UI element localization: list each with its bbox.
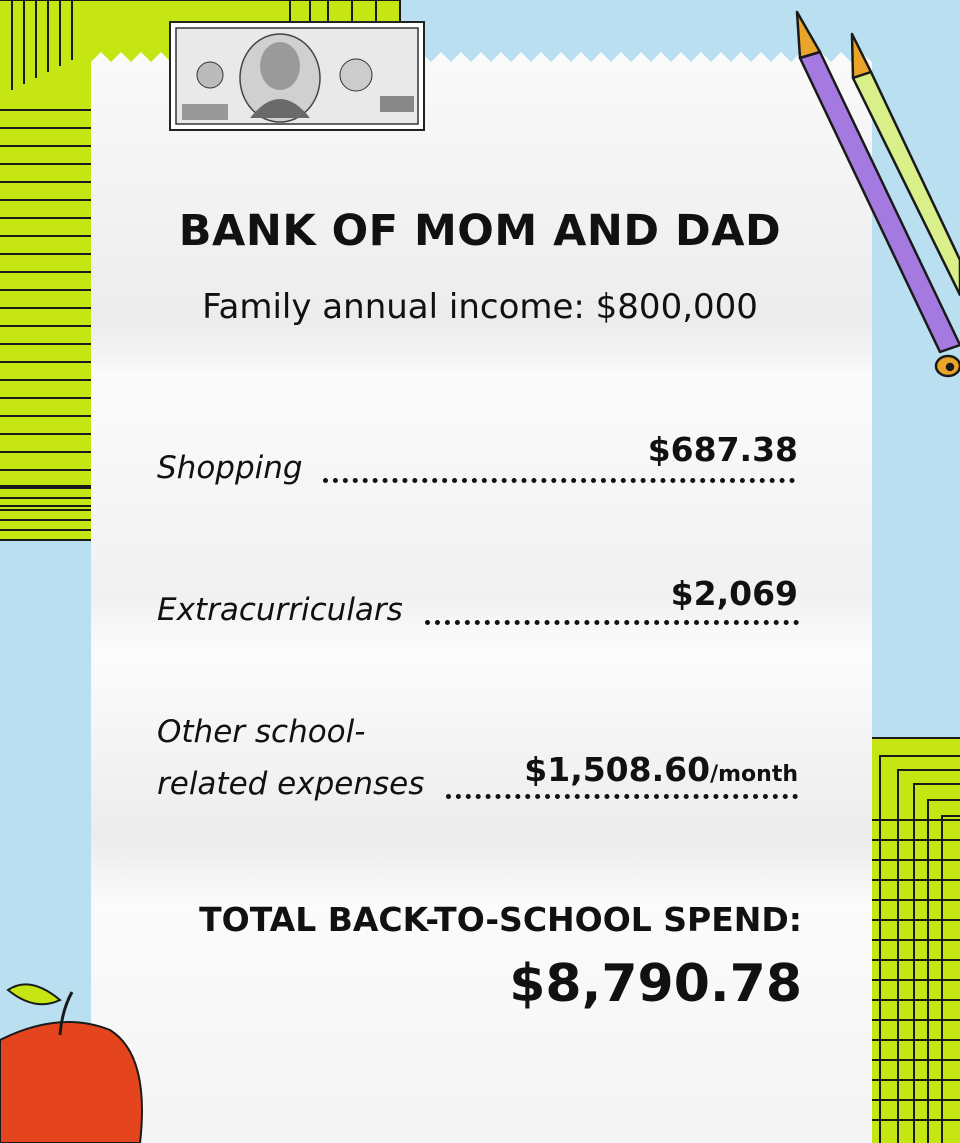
dotted-leader	[323, 478, 795, 483]
item-amount-other	[524, 750, 798, 789]
banknote-icon	[170, 22, 424, 130]
total-value: $8,790.78	[509, 954, 802, 1014]
item-label-other-line2: related expenses	[157, 766, 425, 802]
family-income: Family annual income: $800,000	[202, 287, 758, 327]
item-amount-extracurriculars: $2,069	[670, 574, 798, 613]
page-title: BANK OF MOM AND DAD	[178, 206, 782, 256]
dotted-leader	[425, 620, 799, 625]
dotted-leader	[446, 794, 798, 799]
item-label-shopping: Shopping	[157, 450, 303, 486]
item-amount-other-value: $1,508.60	[524, 750, 711, 789]
item-label-other-line1: Other school-	[157, 714, 366, 750]
item-label-extracurriculars: Extracurriculars	[157, 592, 403, 628]
item-amount-unit: /month	[710, 762, 798, 787]
item-amount-shopping: $687.38	[647, 430, 798, 469]
total-label: TOTAL BACK-TO-SCHOOL SPEND:	[199, 900, 802, 939]
